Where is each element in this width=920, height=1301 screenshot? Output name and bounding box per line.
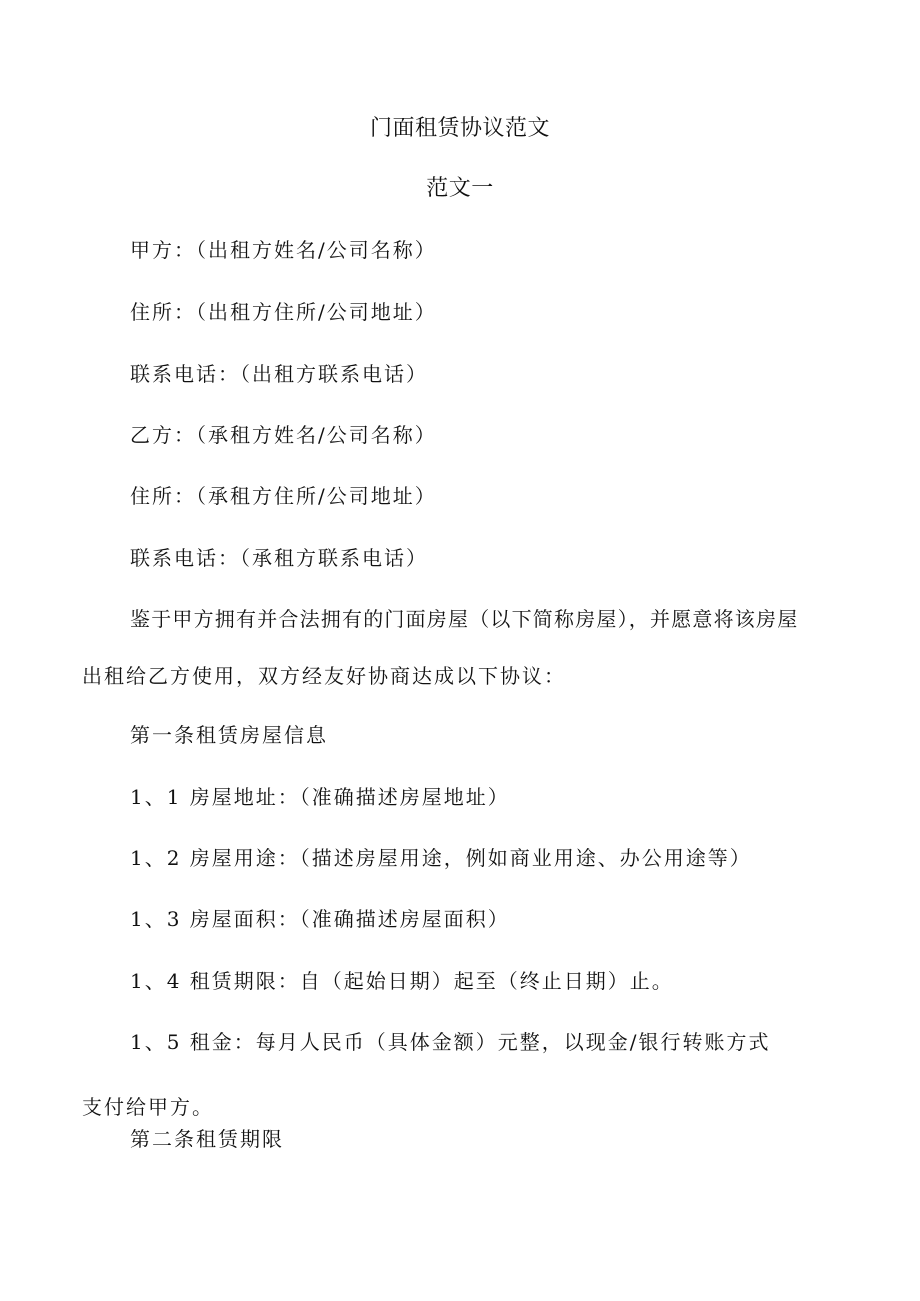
party-b-address: 住所：（承租方住所/公司地址） bbox=[130, 484, 437, 508]
party-b-phone: 联系电话：（承租方联系电话） bbox=[130, 546, 428, 570]
article-2-heading: 第二条租赁期限 bbox=[130, 1127, 284, 1151]
article-1-item-2: 1、2 房屋用途：（描述房屋用途，例如商业用途、办公用途等） bbox=[130, 846, 752, 870]
party-b-name: 乙方：（承租方姓名/公司名称） bbox=[130, 423, 437, 447]
article-1-item-3: 1、3 房屋面积：（准确描述房屋面积） bbox=[130, 907, 510, 931]
article-1-item-5-line-2: 支付给甲方。 bbox=[82, 1095, 214, 1119]
article-1-item-5-line-1: 1、5 租金：每月人民币（具体金额）元整，以现金/银行转账方式 bbox=[130, 1030, 771, 1054]
article-1-heading: 第一条租赁房屋信息 bbox=[130, 723, 328, 747]
party-a-phone: 联系电话：（出租方联系电话） bbox=[130, 362, 428, 386]
document-subtitle: 范文一 bbox=[426, 176, 494, 201]
party-a-name: 甲方：（出租方姓名/公司名称） bbox=[130, 238, 437, 262]
document-title: 门面租赁协议范文 bbox=[369, 116, 550, 141]
preamble-line-1: 鉴于甲方拥有并合法拥有的门面房屋（以下简称房屋），并愿意将该房屋 bbox=[130, 607, 799, 631]
article-1-item-4: 1、4 租赁期限：自（起始日期）起至（终止日期）止。 bbox=[130, 969, 674, 993]
party-a-address: 住所：（出租方住所/公司地址） bbox=[130, 300, 437, 324]
article-1-item-1: 1、1 房屋地址：（准确描述房屋地址） bbox=[130, 785, 510, 809]
preamble-line-2: 出租给乙方使用，双方经友好协商达成以下协议： bbox=[82, 664, 566, 688]
